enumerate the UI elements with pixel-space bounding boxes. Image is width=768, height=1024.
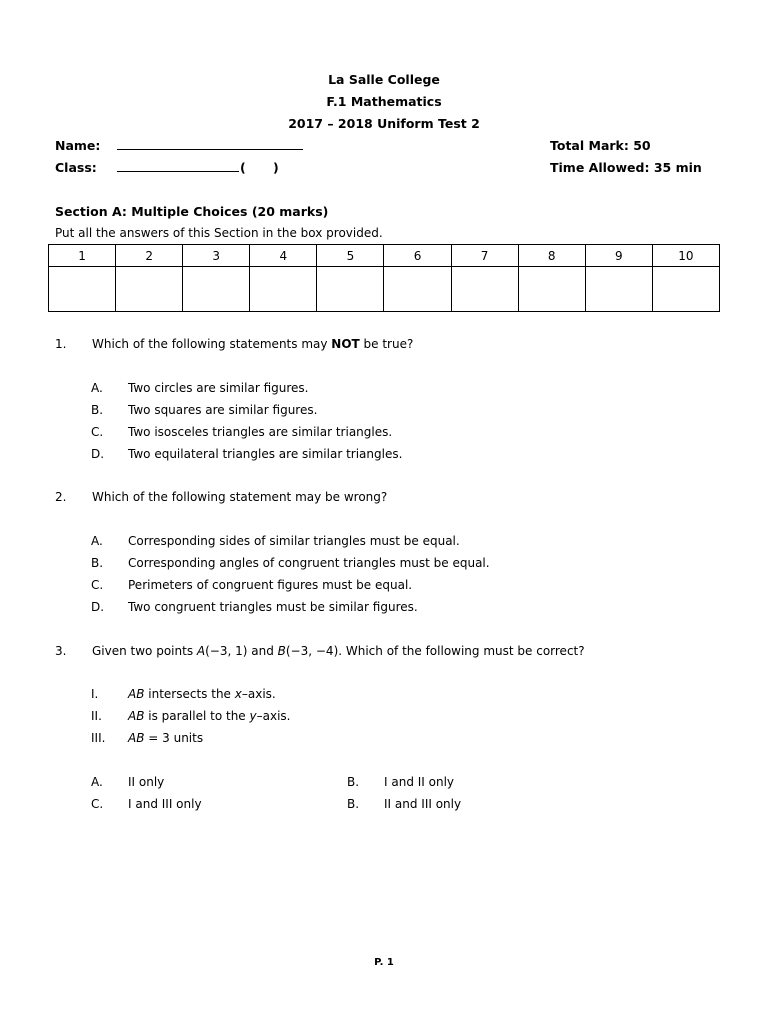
answer-col-1: 1 — [49, 245, 116, 267]
answer-cell[interactable] — [317, 267, 384, 312]
answer-col-7: 7 — [451, 245, 518, 267]
class-number-paren-close: ) — [273, 160, 279, 175]
segment-ab: AB — [128, 731, 145, 745]
q3-statement-text — [128, 731, 203, 745]
q1-option-letter: A. — [91, 381, 103, 395]
statement-part: –axis. — [256, 709, 291, 723]
answer-cell[interactable] — [384, 267, 451, 312]
section-instruction: Put all the answers of this Section in the box provided. — [55, 226, 383, 240]
answer-cell[interactable] — [116, 267, 183, 312]
answer-col-8: 8 — [518, 245, 585, 267]
q3-statement-numeral: II. — [91, 709, 102, 723]
answer-cell[interactable] — [518, 267, 585, 312]
school-name: La Salle College — [328, 72, 440, 87]
question-1-number: 1. — [55, 337, 67, 351]
class-number-paren-open: ( — [240, 160, 246, 175]
q1-option-letter: C. — [91, 425, 104, 439]
axis-variable: y — [249, 709, 257, 723]
time-allowed: Time Allowed: 35 min — [550, 160, 702, 175]
page-number: P. 1 — [374, 957, 394, 968]
name-blank[interactable] — [117, 137, 303, 150]
answer-col-2: 2 — [116, 245, 183, 267]
q2-option-letter: C. — [91, 578, 104, 592]
question-3-text-part: (−3, −4). Which of the following must be correct? — [285, 644, 585, 658]
answer-col-5: 5 — [317, 245, 384, 267]
segment-ab: AB — [128, 687, 145, 701]
question-2-text: Which of the following statement may be wrong? — [92, 490, 388, 504]
q3-option-text: I and III only — [128, 797, 202, 811]
answer-col-6: 6 — [384, 245, 451, 267]
question-2-number: 2. — [55, 490, 67, 504]
name-label: Name: — [55, 138, 101, 153]
answer-cell[interactable] — [451, 267, 518, 312]
question-3-text — [92, 644, 585, 658]
q3-statement-numeral: III. — [91, 731, 106, 745]
answer-box-table — [48, 244, 720, 312]
question-1-emphasis: NOT — [331, 337, 360, 351]
q3-option-letter: A. — [91, 775, 103, 789]
q3-statement-numeral: I. — [91, 687, 99, 701]
answer-cell[interactable] — [183, 267, 250, 312]
q3-option-text: II and III only — [384, 797, 462, 811]
statement-part: = 3 units — [144, 731, 204, 745]
answer-cell[interactable] — [49, 267, 116, 312]
class-label: Class: — [55, 160, 97, 175]
question-1-text — [92, 337, 413, 351]
q3-statement-text — [128, 709, 290, 723]
answer-table-header-row — [49, 245, 720, 267]
q1-option-text: Two squares are similar figures. — [128, 403, 318, 417]
question-1-text-part: be true? — [359, 337, 414, 351]
q1-option-letter: D. — [91, 447, 105, 461]
answer-cell[interactable] — [652, 267, 719, 312]
q3-option-text: I and II only — [384, 775, 455, 789]
total-mark: Total Mark: 50 — [550, 138, 651, 153]
point-a-label: A — [196, 644, 206, 658]
class-blank[interactable] — [117, 159, 239, 172]
q3-statement-text — [128, 687, 276, 701]
answer-cell[interactable] — [250, 267, 317, 312]
test-title: 2017 – 2018 Uniform Test 2 — [288, 116, 480, 131]
q3-option-letter: C. — [91, 797, 104, 811]
statement-part: intersects the — [144, 687, 235, 701]
q2-option-text: Corresponding angles of congruent triangles must be equal. — [128, 556, 490, 570]
section-title: Section A: Multiple Choices (20 marks) — [55, 204, 329, 219]
q2-option-text: Corresponding sides of similar triangles must be equal. — [128, 534, 460, 548]
question-3-text-part: (−3, 1) and — [205, 644, 278, 658]
q1-option-letter: B. — [91, 403, 104, 417]
q2-option-letter: A. — [91, 534, 103, 548]
q3-option-letter: B. — [347, 797, 360, 811]
answer-col-3: 3 — [183, 245, 250, 267]
question-1-text-part: Which of the following statements may — [92, 337, 332, 351]
question-3-text-part: Given two points — [92, 644, 197, 658]
q1-option-text: Two equilateral triangles are similar triangles. — [128, 447, 403, 461]
q2-option-text: Two congruent triangles must be similar figures. — [128, 600, 418, 614]
q3-option-letter: B. — [347, 775, 360, 789]
answer-cell[interactable] — [585, 267, 652, 312]
statement-part: –axis. — [241, 687, 276, 701]
question-3-number: 3. — [55, 644, 67, 658]
q2-option-text: Perimeters of congruent figures must be equal. — [128, 578, 413, 592]
answer-col-9: 9 — [585, 245, 652, 267]
answer-table-box-row — [49, 267, 720, 312]
segment-ab: AB — [128, 709, 145, 723]
q2-option-letter: B. — [91, 556, 104, 570]
q1-option-text: Two isosceles triangles are similar triangles. — [128, 425, 393, 439]
answer-col-10: 10 — [652, 245, 719, 267]
statement-part: is parallel to the — [144, 709, 250, 723]
axis-variable: x — [234, 687, 242, 701]
answer-col-4: 4 — [250, 245, 317, 267]
q2-option-letter: D. — [91, 600, 105, 614]
subject-title: F.1 Mathematics — [326, 94, 442, 109]
point-b-label: B — [277, 644, 286, 658]
q1-option-text: Two circles are similar figures. — [128, 381, 309, 395]
q3-option-text: II only — [128, 775, 165, 789]
